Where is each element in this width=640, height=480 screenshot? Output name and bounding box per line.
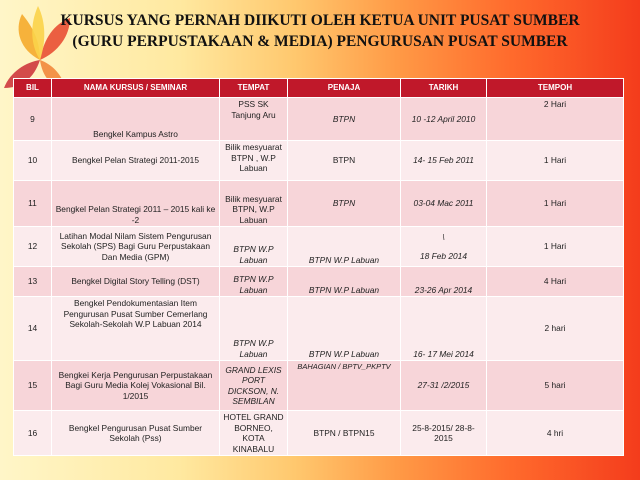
table-row [14, 267, 624, 297]
table-row [14, 361, 624, 411]
cell-tarikh: 16- 17 Mei 2014 [401, 297, 487, 361]
title-line-1: KURSUS YANG PERNAH DIIKUTI OLEH KETUA UNIT PUSAT SUMBER [60, 12, 580, 29]
header-bil: BIL [14, 79, 52, 98]
table-row [14, 98, 624, 141]
cell-tempoh: 4 Hari [487, 267, 624, 297]
cell-nama: Bengkel Digital Story Telling (DST) [52, 267, 220, 297]
cell-nama: Bengkel Pendokumentasian Item Pengurusan Pusat Sumber Cemerlang Sekolah-Sekolah W.P Labuan 2014 [52, 297, 220, 361]
cell-tarikh: 03-04 Mac 2011 [401, 181, 487, 227]
cell-tempoh: 2 hari [487, 297, 624, 361]
title-line-2: (GURU PERPUSTAKAAN & MEDIA) PENGURUSAN PUSAT SUMBER [72, 33, 568, 50]
cell-bil: 12 [14, 227, 52, 267]
header-penaja: PENAJA [288, 79, 401, 98]
courses-table [13, 78, 624, 456]
cell-penaja: BAHAGIAN / BPTV_PKPTV [288, 361, 401, 411]
header-nama: NAMA KURSUS / SEMINAR [52, 79, 220, 98]
cell-tempoh: 2 Hari [487, 98, 624, 141]
page-title [0, 10, 640, 52]
header-tempat: TEMPAT [220, 79, 288, 98]
cell-nama: Latihan Modal Nilam Sistem Pengurusan Sekolah (SPS) Bagi Guru Perpustakaan Dan Media (GPM) [52, 227, 220, 267]
cell-nama: Bengkel Pelan Strategi 2011 – 2015 kali ke -2 [52, 181, 220, 227]
cell-tempat: PSS SK Tanjung Aru [220, 98, 288, 141]
cell-tempat: BTPN W.P Labuan [220, 297, 288, 361]
cell-bil: 16 [14, 411, 52, 456]
cell-penaja: BTPN W.P Labuan [288, 267, 401, 297]
cell-penaja: BTPN [288, 98, 401, 141]
cell-tempoh: 4 hri [487, 411, 624, 456]
table-row [14, 181, 624, 227]
cell-penaja: BTPN / BTPN15 [288, 411, 401, 456]
table-row [14, 141, 624, 181]
table-row [14, 297, 624, 361]
cell-tarikh [401, 227, 487, 267]
cell-tempat: Bilik mesyuarat BTPN , W.P Labuan [220, 141, 288, 181]
cell-tempoh: 1 Hari [487, 141, 624, 181]
table-header-row [14, 79, 624, 98]
cell-bil: 10 [14, 141, 52, 181]
cell-tarikh: 14- 15 Feb 2011 [401, 141, 487, 181]
cell-tempat: BTPN W.P Labuan [220, 267, 288, 297]
cell-bil: 9 [14, 98, 52, 141]
header-tempoh: TEMPOH [487, 79, 624, 98]
tarikh-value: 18 Feb 2014 [419, 250, 468, 261]
tarikh-mark: \ [442, 232, 445, 242]
cell-bil: 13 [14, 267, 52, 297]
cell-tempoh: 5 hari [487, 361, 624, 411]
cell-nama: Bengkel Pengurusan Pusat Sumber Sekolah (Pss) [52, 411, 220, 456]
cell-tempoh: 1 Hari [487, 227, 624, 267]
header-tarikh: TARIKH [401, 79, 487, 98]
cell-tarikh: 10 -12 April 2010 [401, 98, 487, 141]
cell-bil: 14 [14, 297, 52, 361]
cell-bil: 11 [14, 181, 52, 227]
cell-tarikh: 27-31 /2/2015 [401, 361, 487, 411]
cell-penaja: BTPN W.P Labuan [288, 227, 401, 267]
cell-tempat: Bilik mesyuarat BTPN, W.P Labuan [220, 181, 288, 227]
cell-penaja: BTPN [288, 141, 401, 181]
cell-penaja: BTPN [288, 181, 401, 227]
cell-nama: Bengkei Kerja Pengurusan Perpustakaan Bagi Guru Media Kolej Vokasional Bil. 1/2015 [52, 361, 220, 411]
cell-nama: Bengkel Pelan Strategi 2011-2015 [52, 141, 220, 181]
cell-tempat: GRAND LEXIS PORT DICKSON, N. SEMBILAN [220, 361, 288, 411]
cell-bil: 15 [14, 361, 52, 411]
cell-nama: Bengkel Kampus Astro [52, 98, 220, 141]
table-row [14, 227, 624, 267]
cell-tempoh: 1 Hari [487, 181, 624, 227]
cell-tarikh: 23-26 Apr 2014 [401, 267, 487, 297]
cell-tarikh: 25-8-2015/ 28-8-2015 [401, 411, 487, 456]
cell-tempat: HOTEL GRAND BORNEO, KOTA KINABALU [220, 411, 288, 456]
table-row [14, 411, 624, 456]
cell-penaja: BTPN W.P Labuan [288, 297, 401, 361]
cell-tempat: BTPN W.P Labuan [220, 227, 288, 267]
